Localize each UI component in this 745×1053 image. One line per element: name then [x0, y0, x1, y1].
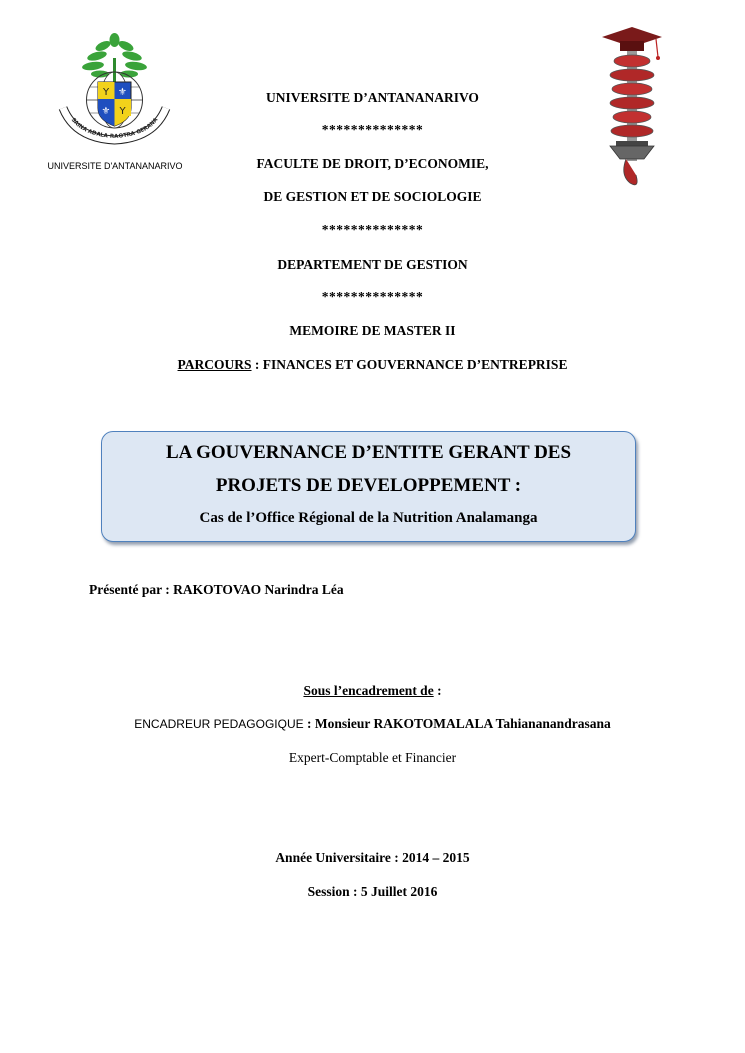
supervisor-line	[0, 715, 745, 733]
title-line-2: PROJETS DE DEVELOPPEMENT :	[215, 475, 522, 496]
separator: **************	[321, 289, 424, 304]
svg-text:⚜: ⚜	[118, 87, 127, 98]
svg-text:⚜: ⚜	[101, 106, 111, 117]
motto-text: SAINA ADALA RAOTRA GERANA	[69, 117, 160, 141]
title-subtitle: Cas de l’Office Régional de la Nutrition Analamanga	[199, 510, 538, 526]
supervisor-name: : Monsieur RAKOTOMALALA Tahiananandrasana	[303, 716, 611, 731]
logo-caption: UNIVERSITE D'ANTANANARIVO	[47, 161, 183, 171]
parcours-value: : FINANCES ET GOUVERNANCE D’ENTREPRISE	[251, 357, 568, 372]
university-name: UNIVERSITE D’ANTANANARIVO	[266, 90, 479, 105]
svg-text:Y: Y	[102, 87, 110, 98]
title-line-1: LA GOUVERNANCE D’ENTITE GERANT DES	[165, 442, 572, 463]
supervision-label: Sous l’encadrement de	[303, 683, 434, 698]
supervisor-role: ENCADREUR PEDAGOGIQUE	[134, 717, 304, 731]
tree-emblem	[82, 33, 148, 90]
parcours-line	[0, 356, 745, 374]
supervision-heading	[0, 682, 745, 700]
presented-by: Présenté par : RAKOTOVAO Narindra Léa	[89, 582, 344, 597]
separator: **************	[321, 122, 424, 137]
supervision-colon: :	[433, 683, 442, 698]
faculty-line-2: DE GESTION ET DE SOCIOLOGIE	[263, 189, 482, 204]
faculty-line-1: FACULTE DE DROIT, D’ECONOMIE,	[256, 156, 489, 171]
parcours-label: PARCOURS	[177, 357, 252, 372]
separator: **************	[321, 222, 424, 237]
academic-year: Année Universitaire : 2014 – 2015	[275, 850, 470, 865]
memoire-type: MEMOIRE DE MASTER II	[289, 323, 456, 338]
session-date: Session : 5 Juillet 2016	[307, 884, 438, 899]
thesis-title-box	[101, 431, 636, 542]
svg-text:Y: Y	[119, 106, 126, 117]
supervisor-qualification: Expert-Comptable et Financier	[288, 750, 457, 765]
department-name: DEPARTEMENT DE GESTION	[277, 257, 468, 272]
